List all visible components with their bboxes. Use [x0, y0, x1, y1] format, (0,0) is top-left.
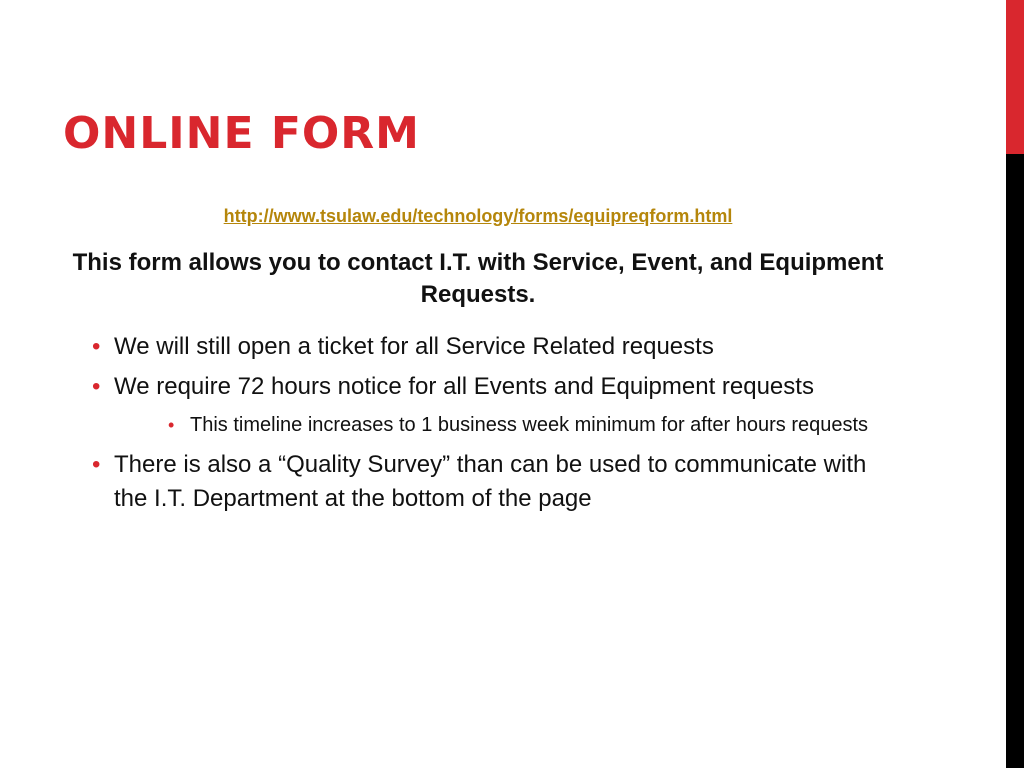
bullet-icon: • [92, 333, 101, 360]
slide-title: ONLINE FORM [63, 108, 420, 159]
bullet-icon: • [92, 373, 101, 400]
bullet-item [92, 370, 892, 404]
sub-bullet-text: This timeline increases to 1 business week minimum for after hours requests [190, 414, 869, 436]
bullet-item [92, 448, 892, 516]
bullet-list [92, 330, 892, 522]
form-url-link[interactable]: http://www.tsulaw.edu/technology/forms/equipreqform.html [223, 206, 733, 226]
side-accent-bar-black [1006, 154, 1024, 768]
bullet-item [92, 330, 892, 364]
bullet-icon: • [92, 451, 101, 478]
sub-bullet-item [168, 410, 892, 440]
bullet-text: We will still open a ticket for all Service Related requests [114, 333, 714, 360]
intro-text: This form allows you to contact I.T. with Service, Event, and Equipment Requests. [72, 249, 884, 308]
bullet-text: We require 72 hours notice for all Events and Equipment requests [114, 373, 814, 400]
bullet-text: There is also a “Quality Survey” than can be used to communicate with the I.T. Department at the bottom of the page [114, 451, 867, 512]
bullet-icon: • [168, 415, 175, 435]
side-accent-bar-red [1006, 0, 1024, 154]
